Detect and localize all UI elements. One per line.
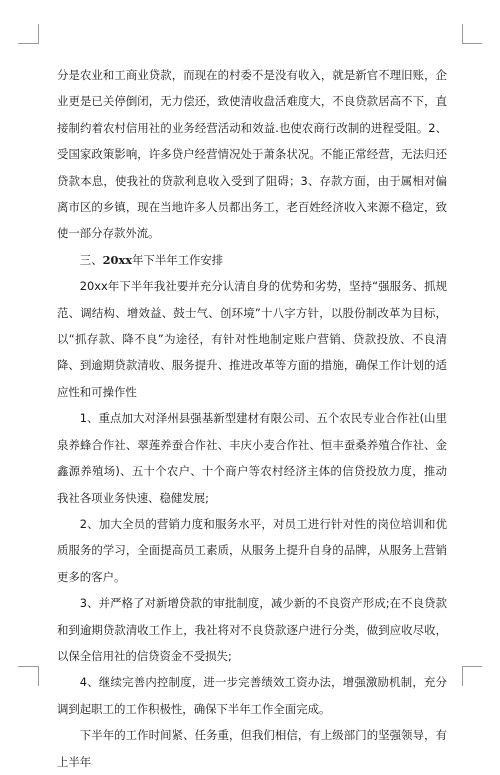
paragraph-item-3: 3、并严格了对新增贷款的审批制度，减少新的不良资产形成;在不良贷款和到逾期贷款清收工作上，我社将对不良贷款逐户进行分类，做到应收尽收，以保全信用社的信贷资金不受损失; <box>57 596 447 663</box>
paragraph-item-4: 4、继续完善内控制度，进一步完善绩效工资办法，增强激励机制，充分调到起职工的工作积极性，确保下半年工作全面完成。 <box>57 675 447 716</box>
paragraph-item-1: 1、重点加大对泽州县强基新型建材有限公司、五个农民专业合作社(山里泉养蜂合作社、翠莲养蚕合作社、丰庆小麦合作社、恒丰蚕桑养殖合作社、金鑫源养殖场)、五十个农户、十个商户等农村经济主体的信贷投放力度，推动我社各项业务快速、稳健发展; <box>57 411 447 505</box>
heading-prefix: 三、 <box>79 252 103 267</box>
crop-mark-bottom-right <box>462 666 482 667</box>
heading-title: 年下半年工作安排 <box>132 252 224 267</box>
document-body <box>57 62 447 775</box>
crop-mark-top-right <box>462 24 463 44</box>
crop-mark-bottom-left <box>18 666 38 667</box>
paragraph-continuation: 分是农业和工商业贷款，而现在的村委不是没有收入，就是新官不理旧账，企业更是已关停倒闭，无力偿还，致使清收盘活难度大，不良贷款居高不下，直接制约着农村信用社的业务经营活动和效益.也使农商行改制的进程受阻。2、受国家政策影响，许多贷户经营情况处于萧条状况。不能正常经营，无法归还贷款本息，使我社的贷款利息收入受到了阻碍；3、存款方面，由于属相对偏离市区的乡镇，现在当地许多人员都出务工，老百姓经济收入来源不稳定，致使一部分存款外流。 <box>57 68 447 241</box>
crop-mark-bottom-right <box>462 666 463 686</box>
crop-mark-top-left <box>38 24 39 44</box>
paragraph-closing: 下半年的工作时间紧、任务重，但我们相信，有上级部门的坚强领导，有上半年 <box>57 728 447 769</box>
paragraph-item-2: 2、加大全员的营销力度和服务水平，对员工进行针对性的岗位培训和优质服务的学习，全面提高员工素质，从服务上提升自身的品牌，从服务上营销更多的客户。 <box>57 516 447 584</box>
heading-year: 20xx <box>102 252 133 267</box>
paragraph-plan-overview: 20xx年下半年我社要并充分认清自身的优势和劣势，坚持“强服务、抓规范、调结构、增效益、鼓士气、创环境”十八字方针，以股份制改革为目标，以“抓存款、降不良”为途径，有针对性地制定账户营销、贷款投放、不良清降、到逾期贷款清收、服务提升、推进改革等方面的措施，确保工作计划的适应性和可操作性 <box>57 279 447 399</box>
section-heading <box>57 247 447 273</box>
crop-mark-bottom-left <box>38 666 39 686</box>
crop-mark-top-right <box>462 43 482 44</box>
crop-mark-top-left <box>18 43 38 44</box>
